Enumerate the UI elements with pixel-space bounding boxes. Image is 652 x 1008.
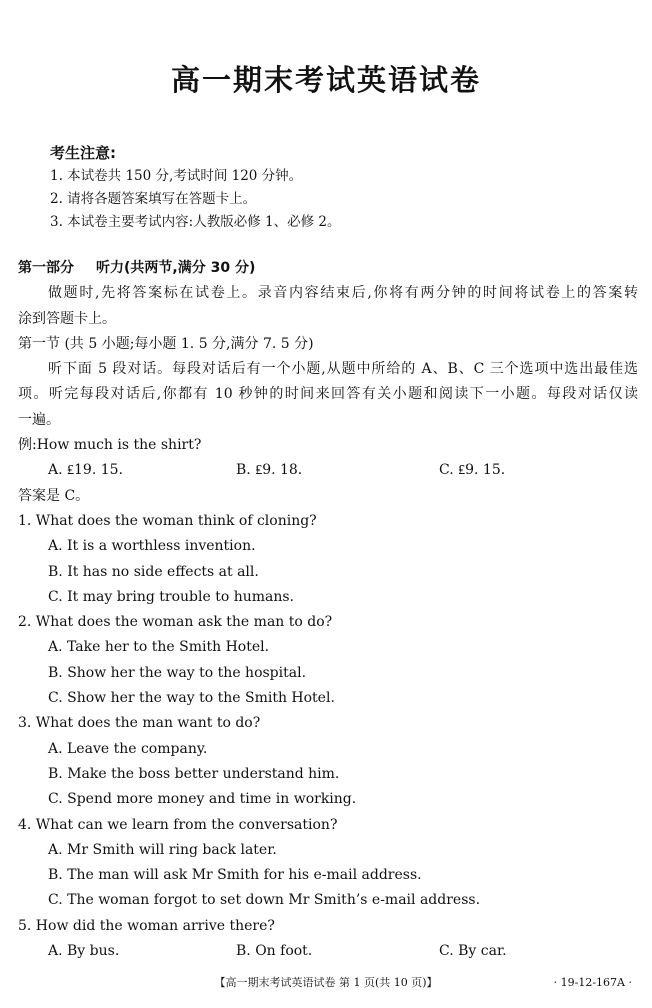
notice-item: 3. 本试卷主要考试内容:人教版必修 1、必修 2。 <box>50 214 341 230</box>
option-b: B. ₤9. 18. <box>236 462 303 479</box>
option-a: A. Leave the company. <box>48 740 208 757</box>
option-b: B. Show her the way to the hospital. <box>48 664 307 681</box>
option-a: A. Mr Smith will ring back later. <box>48 841 277 858</box>
page-title: 高一期末考试英语试卷 <box>170 63 481 97</box>
page-footer <box>0 973 652 993</box>
notice-heading: 考生注意: <box>50 144 116 162</box>
option-c: C. Show her the way to the Smith Hotel. <box>48 690 335 707</box>
notice-item: 1. 本试卷共 150 分,考试时间 120 分钟。 <box>50 168 303 184</box>
example-answer: 答案是 C。 <box>18 487 90 504</box>
notice-box <box>50 141 610 234</box>
section-intro: 做题时,先将答案标在试卷上。录音内容结束后,你将有两分钟的时间将试卷上的答案转 <box>48 285 638 302</box>
section-part-label: 第一部分 <box>18 260 74 276</box>
option-c: C. By car. <box>439 943 507 960</box>
option-a: A. ₤19. 15. <box>48 462 123 479</box>
question-5-options <box>18 939 638 964</box>
option-a: A. It is a worthless invention. <box>48 538 256 555</box>
option-c: C. It may bring trouble to humans. <box>48 588 295 605</box>
option-b: B. Make the boss better understand him. <box>48 765 340 782</box>
section-title: 听力(共两节,满分 30 分) <box>96 260 256 276</box>
footer-code: · 19-12-167A · <box>553 976 632 989</box>
question-5: 5. How did the woman arrive there? <box>18 917 275 934</box>
example-options <box>18 458 638 483</box>
notice-item: 2. 请将各题答案填写在答题卡上。 <box>50 191 257 207</box>
option-c: C. The woman forgot to set down Mr Smith’s e-mail address. <box>48 892 481 909</box>
question-2: 2. What does the woman ask the man to do? <box>18 614 333 631</box>
example-question: 例:How much is the shirt? <box>18 437 202 454</box>
option-a: A. Take her to the Smith Hotel. <box>48 639 270 656</box>
subsection-intro: 一遍。 <box>18 411 60 428</box>
question-1: 1. What does the woman think of cloning? <box>18 512 317 529</box>
listening-section <box>18 256 638 964</box>
subsection-intro: 听下面 5 段对话。每段对话后有一个小题,从题中所给的 A、B、C 三个选项中选出最佳选 <box>48 361 638 378</box>
option-c: C. Spend more money and time in working. <box>48 791 357 808</box>
option-b: B. It has no side effects at all. <box>48 563 259 580</box>
option-c: C. ₤9. 15. <box>439 462 506 479</box>
option-b: B. On foot. <box>236 943 313 960</box>
footer-page-info: 【高一期末考试英语试卷 第 1 页(共 10 页)】 <box>214 976 438 989</box>
subsection-intro: 项。听完每段对话后,你都有 10 秒钟的时间来回答有关小题和阅读下一小题。每段对话仅读 <box>18 386 638 403</box>
section-intro: 涂到答题卡上。 <box>18 310 116 327</box>
question-4: 4. What can we learn from the conversation? <box>18 816 338 833</box>
subsection-heading: 第一节 (共 5 小题;每小题 1. 5 分,满分 7. 5 分) <box>18 335 314 352</box>
question-3: 3. What does the man want to do? <box>18 715 261 732</box>
section-heading <box>18 256 638 281</box>
option-a: A. By bus. <box>48 943 120 960</box>
option-b: B. The man will ask Mr Smith for his e-mail address. <box>48 867 422 884</box>
